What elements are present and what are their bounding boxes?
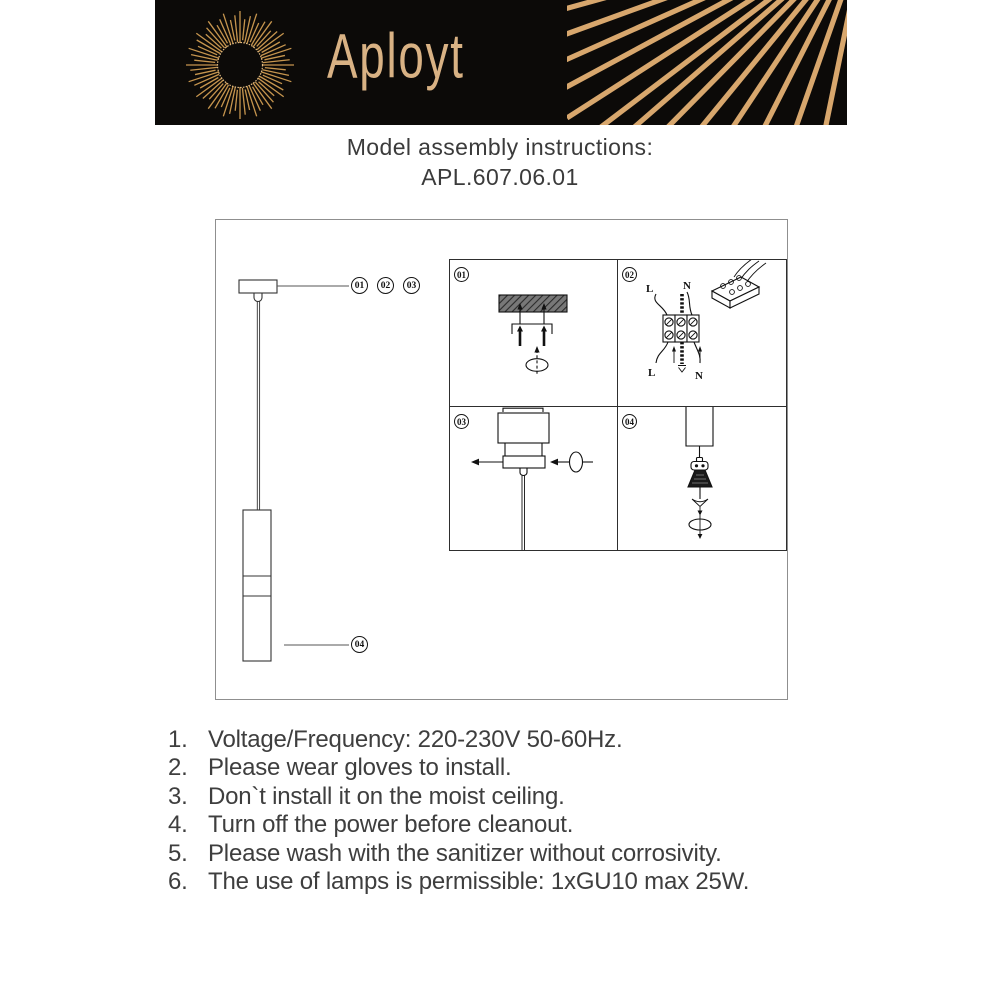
instruction-list <box>168 726 749 896</box>
decorative-rays <box>567 0 847 125</box>
diagram-box <box>215 219 788 700</box>
panel-badge-04: 04 <box>622 414 637 429</box>
list-item <box>168 754 749 782</box>
item-text: Please wash with the sanitizer without corrosivity. <box>208 839 722 867</box>
panel-step-04 <box>618 407 786 550</box>
panel-step-02 <box>618 260 786 406</box>
callout-badge-04: 04 <box>351 636 368 653</box>
item-number: 2. <box>168 754 188 782</box>
step-panels-grid <box>449 259 787 551</box>
item-text: The use of lamps is permissible: 1xGU10 max 25W. <box>208 868 750 896</box>
list-item <box>168 726 749 754</box>
item-text: Turn off the power before cleanout. <box>208 811 574 839</box>
list-item <box>168 840 749 868</box>
callout-badge-02: 02 <box>377 277 394 294</box>
sunburst-logo-icon <box>182 7 298 123</box>
list-item <box>168 868 749 896</box>
item-number: 6. <box>168 868 188 896</box>
item-text: Voltage/Frequency: 220-230V 50-60Hz. <box>208 726 623 753</box>
item-text: Please wear gloves to install. <box>208 754 512 782</box>
panel-01-illustration <box>450 260 617 406</box>
wire-label-n-bottom: N <box>695 370 703 382</box>
panel-badge-02: 02 <box>622 267 637 282</box>
callout-badge-03: 03 <box>403 277 420 294</box>
item-number: 1. <box>168 726 188 753</box>
item-number: 5. <box>168 839 188 867</box>
brand-name: Aployt <box>327 21 465 92</box>
panel-03-illustration <box>450 407 617 550</box>
panel-04-illustration <box>618 407 786 550</box>
model-number: APL.607.06.01 <box>421 164 579 190</box>
panel-step-03 <box>450 407 617 550</box>
callout-badge-01: 01 <box>351 277 368 294</box>
item-number: 3. <box>168 782 188 810</box>
page-title: Model assembly instructions: <box>346 134 654 160</box>
wire-label-l-bottom: L <box>648 367 656 379</box>
brand-banner <box>155 0 847 125</box>
item-text: Don`t install it on the moist ceiling. <box>208 782 565 810</box>
panel-step-01 <box>450 260 617 406</box>
list-item <box>168 783 749 811</box>
panel-badge-03: 03 <box>454 414 469 429</box>
panel-02-illustration <box>618 260 786 406</box>
list-item <box>168 811 749 839</box>
wire-label-l-top: L <box>646 283 654 295</box>
panel-badge-01: 01 <box>454 267 469 282</box>
title-block <box>0 132 1000 192</box>
wire-label-n-top: N <box>683 280 691 292</box>
item-number: 4. <box>168 811 188 839</box>
